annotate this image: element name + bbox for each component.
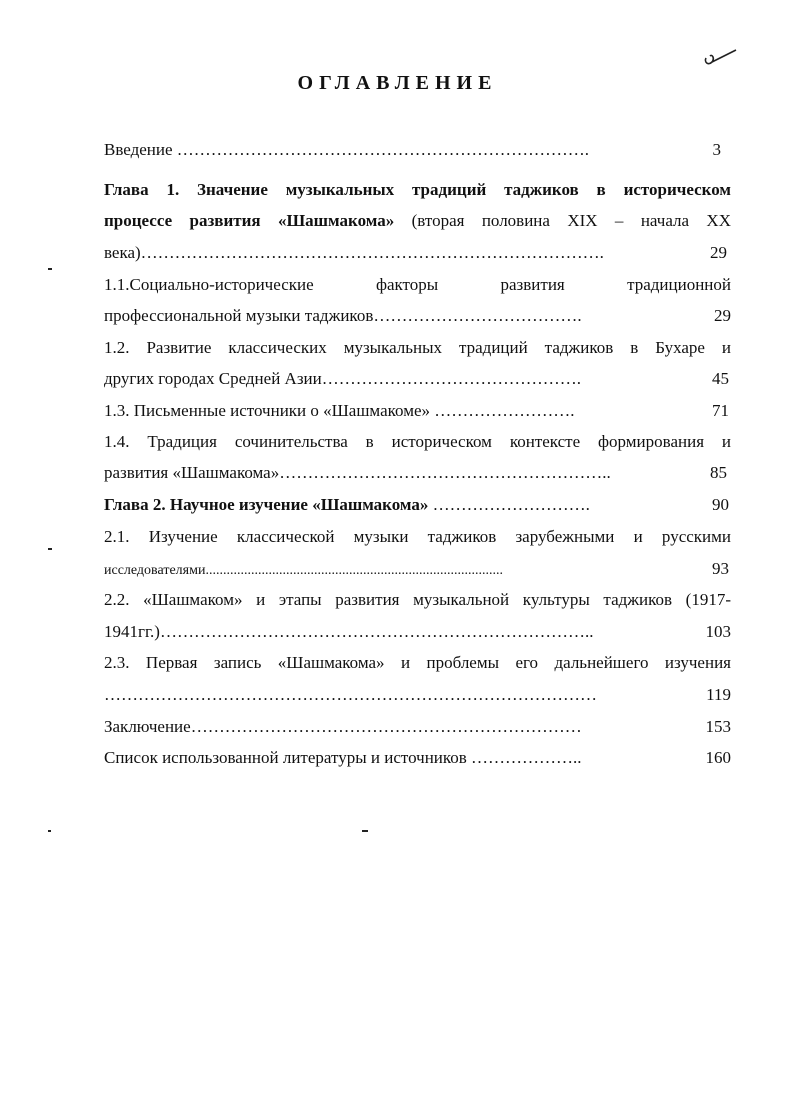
- entry-label-rest: (вторая половина XIX – начала XX: [394, 211, 731, 230]
- table-of-contents: [104, 0, 731, 1095]
- scan-artifact: [48, 268, 52, 270]
- entry-label: профессиональной музыки таджиков……………………………….: [104, 306, 582, 325]
- leader-dots: ……………………………………………………………….: [176, 140, 590, 159]
- page-number: 29: [714, 306, 731, 325]
- toc-conclusion[interactable]: [104, 714, 731, 740]
- toc-section-2-2-line2[interactable]: [104, 619, 731, 645]
- entry-label: развития «Шашмакома»…………………………………………………..: [104, 463, 611, 482]
- toc-section-1-3[interactable]: [104, 398, 731, 424]
- page-number: 103: [705, 622, 731, 641]
- entry-label-bold: процессе развития «Шашмакома»: [104, 211, 395, 230]
- entry-label: исследователями.....................................................................................: [104, 563, 503, 578]
- toc-chapter-1-line2[interactable]: [104, 208, 731, 234]
- toc-entry-intro[interactable]: [104, 137, 731, 163]
- page-number: 93: [712, 559, 729, 578]
- scan-artifact: [48, 830, 51, 832]
- toc-section-1-2-line1[interactable]: 1.2. Развитие классических музыкальных традиций таджиков в Бухаре и: [104, 338, 731, 357]
- toc-section-2-1-line2[interactable]: [104, 556, 731, 582]
- page-number: 29: [710, 243, 727, 262]
- leader-dots: ……………………….: [428, 495, 590, 514]
- toc-chapter-1-line1[interactable]: Глава 1. Значение музыкальных традиций таджиков в историческом: [104, 180, 731, 199]
- scan-artifact: [48, 548, 52, 550]
- page-title: ОГЛАВЛЕНИЕ: [297, 72, 498, 94]
- toc-section-1-1-line1[interactable]: 1.1.Социально-исторические факторы развития традиционной: [104, 275, 731, 294]
- toc-chapter-2[interactable]: [104, 492, 731, 518]
- page-number: 3: [712, 140, 721, 159]
- toc-bibliography[interactable]: [104, 745, 731, 771]
- page-number: 71: [712, 401, 729, 420]
- page-number: 85: [710, 463, 727, 482]
- entry-label: века)……………………………………………………………………….: [104, 243, 604, 262]
- entry-label-bold: Глава 2. Научное изучение «Шашмакома»: [104, 495, 429, 514]
- entry-label: других городах Средней Азии……………………………………….: [104, 369, 581, 388]
- toc-chapter-1-line3[interactable]: [104, 240, 731, 266]
- page-number: 160: [705, 748, 731, 767]
- entry-label: Введение: [104, 140, 173, 159]
- toc-section-2-2-line1[interactable]: 2.2. «Шашмаком» и этапы развития музыкальной культуры таджиков (1917-: [104, 590, 731, 609]
- entry-label: 1.3. Письменные источники о «Шашмакоме» …………………….: [104, 401, 575, 420]
- page-number: 153: [705, 717, 731, 736]
- page-number: 45: [712, 369, 729, 388]
- toc-section-1-4-line2[interactable]: [104, 460, 731, 486]
- entry-label: Список использованной литературы и источников ………………..: [104, 748, 582, 767]
- leader-dots: ……………………………………………………………………………: [104, 685, 597, 704]
- page-number: 90: [712, 495, 729, 514]
- toc-section-1-1-line2[interactable]: [104, 303, 731, 329]
- toc-section-2-1-line1[interactable]: 2.1. Изучение классической музыки таджиков зарубежными и русскими: [104, 527, 731, 546]
- toc-section-2-3-line2[interactable]: [104, 682, 731, 708]
- toc-section-1-2-line2[interactable]: [104, 366, 731, 392]
- toc-section-2-3-line1[interactable]: 2.3. Первая запись «Шашмакома» и проблемы его дальнейшего изучения: [104, 653, 731, 672]
- page-number: 119: [706, 685, 731, 704]
- toc-section-1-4-line1[interactable]: 1.4. Традиция сочинительства в историческом контексте формирования и: [104, 432, 731, 451]
- entry-label: 1941гг.)…………………………………………………………………..: [104, 622, 594, 641]
- entry-label: Заключение……………………………………………………………: [104, 717, 582, 736]
